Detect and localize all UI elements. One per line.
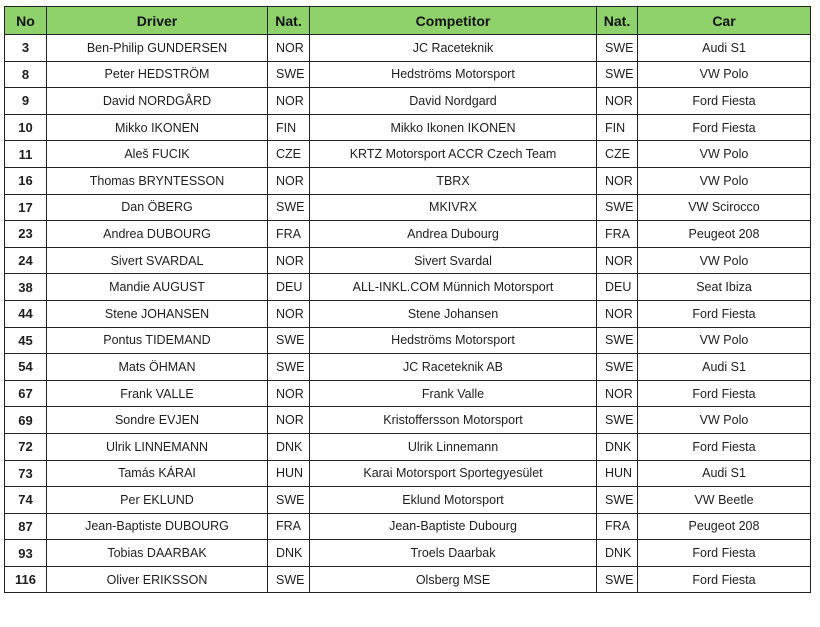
cell-driver: Tamás KÁRAI	[47, 460, 268, 487]
cell-driver: Mikko IKONEN	[47, 114, 268, 141]
cell-competitor: Troels Daarbak	[310, 540, 597, 567]
cell-competitor-nat: NOR	[597, 247, 638, 274]
entry-list	[4, 6, 810, 593]
cell-competitor-nat: FRA	[597, 513, 638, 540]
header-row	[5, 7, 811, 35]
cell-no: 38	[5, 274, 47, 301]
cell-competitor: Eklund Motorsport	[310, 487, 597, 514]
cell-competitor: ALL-INKL.COM Münnich Motorsport	[310, 274, 597, 301]
cell-competitor-nat: DNK	[597, 540, 638, 567]
cell-competitor: KRTZ Motorsport ACCR Czech Team	[310, 141, 597, 168]
cell-driver: Sivert SVARDAL	[47, 247, 268, 274]
header-no: No	[5, 7, 47, 35]
cell-driver: Tobias DAARBAK	[47, 540, 268, 567]
cell-driver: Ulrik LINNEMANN	[47, 433, 268, 460]
cell-driver: Sondre EVJEN	[47, 407, 268, 434]
cell-no: 10	[5, 114, 47, 141]
cell-driver: Frank VALLE	[47, 380, 268, 407]
table-row	[5, 327, 811, 354]
table-row	[5, 194, 811, 221]
cell-driver: Stene JOHANSEN	[47, 300, 268, 327]
cell-driver-nat: SWE	[268, 327, 310, 354]
cell-competitor-nat: SWE	[597, 566, 638, 593]
cell-no: 93	[5, 540, 47, 567]
cell-driver: Peter HEDSTRÖM	[47, 61, 268, 88]
table-row	[5, 141, 811, 168]
table-row	[5, 487, 811, 514]
cell-driver-nat: SWE	[268, 566, 310, 593]
cell-competitor: MKIVRX	[310, 194, 597, 221]
cell-competitor-nat: SWE	[597, 327, 638, 354]
cell-driver: Dan ÖBERG	[47, 194, 268, 221]
cell-competitor-nat: FRA	[597, 221, 638, 248]
cell-no: 45	[5, 327, 47, 354]
cell-no: 17	[5, 194, 47, 221]
cell-no: 11	[5, 141, 47, 168]
cell-competitor-nat: DEU	[597, 274, 638, 301]
cell-driver-nat: NOR	[268, 167, 310, 194]
cell-driver-nat: HUN	[268, 460, 310, 487]
cell-car: Ford Fiesta	[638, 433, 811, 460]
table-row	[5, 460, 811, 487]
cell-competitor-nat: SWE	[597, 407, 638, 434]
cell-no: 67	[5, 380, 47, 407]
cell-driver: Andrea DUBOURG	[47, 221, 268, 248]
header-car: Car	[638, 7, 811, 35]
cell-competitor-nat: NOR	[597, 380, 638, 407]
cell-car: VW Polo	[638, 167, 811, 194]
cell-no: 44	[5, 300, 47, 327]
cell-driver-nat: FRA	[268, 221, 310, 248]
cell-competitor-nat: NOR	[597, 167, 638, 194]
cell-car: VW Beetle	[638, 487, 811, 514]
cell-driver: Thomas BRYNTESSON	[47, 167, 268, 194]
cell-car: Seat Ibiza	[638, 274, 811, 301]
table-row	[5, 433, 811, 460]
cell-competitor: Kristoffersson Motorsport	[310, 407, 597, 434]
cell-competitor-nat: SWE	[597, 487, 638, 514]
table-row	[5, 566, 811, 593]
cell-competitor-nat: HUN	[597, 460, 638, 487]
cell-no: 73	[5, 460, 47, 487]
table-row	[5, 380, 811, 407]
cell-car: Ford Fiesta	[638, 114, 811, 141]
cell-no: 87	[5, 513, 47, 540]
cell-car: Ford Fiesta	[638, 540, 811, 567]
cell-driver: Aleš FUCIK	[47, 141, 268, 168]
cell-driver: Mats ÖHMAN	[47, 354, 268, 381]
cell-car: Ford Fiesta	[638, 88, 811, 115]
cell-driver-nat: SWE	[268, 487, 310, 514]
cell-driver: David NORDGÅRD	[47, 88, 268, 115]
cell-no: 72	[5, 433, 47, 460]
table-row	[5, 167, 811, 194]
cell-no: 16	[5, 167, 47, 194]
cell-car: Audi S1	[638, 460, 811, 487]
cell-car: Ford Fiesta	[638, 300, 811, 327]
cell-competitor: Jean-Baptiste Dubourg	[310, 513, 597, 540]
cell-competitor-nat: NOR	[597, 88, 638, 115]
cell-no: 3	[5, 35, 47, 62]
cell-car: Audi S1	[638, 354, 811, 381]
cell-no: 116	[5, 566, 47, 593]
cell-car: VW Polo	[638, 141, 811, 168]
cell-driver-nat: NOR	[268, 407, 310, 434]
cell-competitor: Olsberg MSE	[310, 566, 597, 593]
cell-driver-nat: CZE	[268, 141, 310, 168]
cell-competitor-nat: FIN	[597, 114, 638, 141]
cell-competitor: Mikko Ikonen IKONEN	[310, 114, 597, 141]
cell-no: 69	[5, 407, 47, 434]
table-row	[5, 221, 811, 248]
cell-driver-nat: SWE	[268, 354, 310, 381]
cell-car: Peugeot 208	[638, 513, 811, 540]
cell-competitor: Andrea Dubourg	[310, 221, 597, 248]
cell-no: 9	[5, 88, 47, 115]
cell-driver: Per EKLUND	[47, 487, 268, 514]
cell-competitor: Hedströms Motorsport	[310, 327, 597, 354]
header-competitor: Competitor	[310, 7, 597, 35]
cell-competitor: Sivert Svardal	[310, 247, 597, 274]
cell-driver-nat: NOR	[268, 380, 310, 407]
header-driver-nat: Nat.	[268, 7, 310, 35]
cell-car: VW Scirocco	[638, 194, 811, 221]
cell-driver-nat: SWE	[268, 194, 310, 221]
cell-competitor: David Nordgard	[310, 88, 597, 115]
table-body	[5, 35, 811, 593]
cell-driver: Mandie AUGUST	[47, 274, 268, 301]
cell-competitor-nat: DNK	[597, 433, 638, 460]
cell-driver: Oliver ERIKSSON	[47, 566, 268, 593]
cell-driver: Ben-Philip GUNDERSEN	[47, 35, 268, 62]
cell-driver-nat: FRA	[268, 513, 310, 540]
cell-car: VW Polo	[638, 61, 811, 88]
table-row	[5, 247, 811, 274]
cell-driver-nat: DNK	[268, 433, 310, 460]
cell-car: Peugeot 208	[638, 221, 811, 248]
cell-car: Ford Fiesta	[638, 380, 811, 407]
cell-competitor: TBRX	[310, 167, 597, 194]
cell-driver-nat: FIN	[268, 114, 310, 141]
table-row	[5, 513, 811, 540]
cell-competitor-nat: SWE	[597, 194, 638, 221]
cell-competitor: Hedströms Motorsport	[310, 61, 597, 88]
table-row	[5, 407, 811, 434]
cell-car: Ford Fiesta	[638, 566, 811, 593]
entry-table	[4, 6, 811, 593]
cell-car: VW Polo	[638, 247, 811, 274]
header-driver: Driver	[47, 7, 268, 35]
table-row	[5, 35, 811, 62]
cell-no: 24	[5, 247, 47, 274]
cell-competitor-nat: SWE	[597, 61, 638, 88]
cell-competitor: Stene Johansen	[310, 300, 597, 327]
table-row	[5, 540, 811, 567]
cell-car: VW Polo	[638, 327, 811, 354]
cell-driver-nat: NOR	[268, 88, 310, 115]
cell-car: VW Polo	[638, 407, 811, 434]
cell-driver-nat: DNK	[268, 540, 310, 567]
cell-driver-nat: DEU	[268, 274, 310, 301]
cell-competitor: JC Raceteknik AB	[310, 354, 597, 381]
table-row	[5, 114, 811, 141]
cell-no: 23	[5, 221, 47, 248]
cell-no: 54	[5, 354, 47, 381]
cell-competitor-nat: NOR	[597, 300, 638, 327]
cell-car: Audi S1	[638, 35, 811, 62]
cell-competitor-nat: SWE	[597, 354, 638, 381]
cell-driver-nat: NOR	[268, 247, 310, 274]
table-row	[5, 300, 811, 327]
cell-driver-nat: NOR	[268, 35, 310, 62]
cell-competitor-nat: SWE	[597, 35, 638, 62]
cell-driver-nat: SWE	[268, 61, 310, 88]
table-row	[5, 88, 811, 115]
cell-driver: Pontus TIDEMAND	[47, 327, 268, 354]
cell-competitor: Ulrik Linnemann	[310, 433, 597, 460]
cell-competitor: Karai Motorsport Sportegyesület	[310, 460, 597, 487]
cell-no: 74	[5, 487, 47, 514]
cell-competitor-nat: CZE	[597, 141, 638, 168]
table-row	[5, 61, 811, 88]
table-row	[5, 354, 811, 381]
cell-competitor: Frank Valle	[310, 380, 597, 407]
cell-driver-nat: NOR	[268, 300, 310, 327]
cell-driver: Jean-Baptiste DUBOURG	[47, 513, 268, 540]
cell-competitor: JC Raceteknik	[310, 35, 597, 62]
table-row	[5, 274, 811, 301]
header-competitor-nat: Nat.	[597, 7, 638, 35]
cell-no: 8	[5, 61, 47, 88]
